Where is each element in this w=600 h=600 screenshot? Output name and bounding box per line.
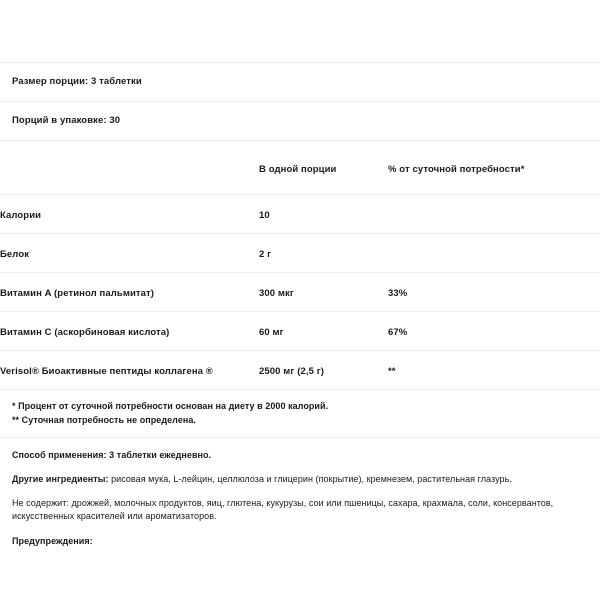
servings-per-container-row bbox=[0, 102, 600, 140]
warnings-label: Предупреждения: bbox=[12, 535, 93, 546]
additional-info-block bbox=[0, 437, 600, 547]
nutrient-name: Витамин C (аскорбиновая кислота) bbox=[0, 327, 170, 338]
nutrient-amount-cell bbox=[259, 312, 388, 351]
nutrient-daily-value: ** bbox=[388, 366, 396, 377]
nutrient-daily-value: 67% bbox=[388, 327, 408, 338]
table-row bbox=[0, 351, 600, 390]
nutrient-daily-value-cell bbox=[388, 351, 600, 390]
nutrient-amount-cell bbox=[259, 234, 388, 273]
header-cell-name bbox=[0, 141, 259, 195]
nutrient-daily-value-cell bbox=[388, 273, 600, 312]
nutrient-name-cell bbox=[0, 351, 259, 390]
nutrient-daily-value-cell bbox=[388, 234, 600, 273]
nutrient-name: Калории bbox=[0, 210, 42, 221]
nutrient-name-cell bbox=[0, 195, 259, 234]
servings-per-container-text: Порций в упаковке: 30 bbox=[12, 115, 121, 127]
nutrient-amount-cell bbox=[259, 351, 388, 390]
nutrient-amount-cell bbox=[259, 273, 388, 312]
table-row bbox=[0, 195, 600, 234]
serving-size-row bbox=[0, 63, 600, 101]
table-row bbox=[0, 234, 600, 273]
nutrient-amount-cell bbox=[259, 195, 388, 234]
other-ingredients-paragraph bbox=[12, 473, 588, 486]
directions-paragraph bbox=[12, 449, 588, 462]
nutrient-amount: 2500 мг (2,5 г) bbox=[259, 366, 325, 377]
header-amount-label: В одной порции bbox=[259, 163, 337, 175]
nutrient-amount: 2 г bbox=[259, 249, 272, 260]
directions-text: 3 таблетки ежедневно. bbox=[106, 450, 212, 461]
header-cell-amount bbox=[259, 141, 388, 195]
serving-size-text: Размер порции: 3 таблетки bbox=[12, 76, 142, 88]
nutrient-name-cell bbox=[0, 273, 259, 312]
header-daily-value-label: % от суточной потребности* bbox=[388, 163, 525, 175]
footnote-daily-value-not-established: ** Суточная потребность не определена. bbox=[12, 414, 196, 425]
header-cell-daily-value bbox=[388, 141, 600, 195]
nutrient-amount: 60 мг bbox=[259, 327, 284, 338]
other-ingredients-label: Другие ингредиенты: bbox=[12, 474, 109, 485]
table-row bbox=[0, 312, 600, 351]
footnote-daily-value-basis: * Процент от суточной потребности основан на диету в 2000 калорий. bbox=[12, 401, 329, 411]
nutrition-facts-table bbox=[0, 141, 600, 389]
nutrient-daily-value-cell bbox=[388, 195, 600, 234]
table-row bbox=[0, 273, 600, 312]
warnings-paragraph bbox=[12, 535, 588, 548]
nutrient-name-cell bbox=[0, 312, 259, 351]
nutrient-name-cell bbox=[0, 234, 259, 273]
nutrient-name: Verisol® Биоактивные пептиды коллагена ® bbox=[0, 366, 213, 377]
nutrient-daily-value: 33% bbox=[388, 288, 408, 299]
footnotes-block bbox=[0, 389, 600, 437]
nutrient-amount: 300 мкг bbox=[259, 288, 294, 299]
directions-label: Способ применения: bbox=[12, 450, 107, 461]
nutrient-daily-value-cell bbox=[388, 312, 600, 351]
nutrient-name: Витамин A (ретинол пальмитат) bbox=[0, 288, 155, 299]
top-spacer bbox=[0, 0, 600, 62]
nutrient-amount: 10 bbox=[259, 210, 270, 221]
other-ingredients-text: рисовая мука, L-лейцин, целлюлоза и глицерин (покрытие), кремнезем, растительная глазурь. bbox=[108, 474, 512, 485]
table-header-row bbox=[0, 141, 600, 195]
nutrient-name: Белок bbox=[0, 249, 30, 260]
free-of-paragraph: Не содержит: дрожжей, молочных продуктов, яиц, глютена, кукурузы, сои или пшеницы, сахара, крахмала, соли, консервантов, искусственных красителей или ароматизаторов. bbox=[12, 498, 554, 522]
